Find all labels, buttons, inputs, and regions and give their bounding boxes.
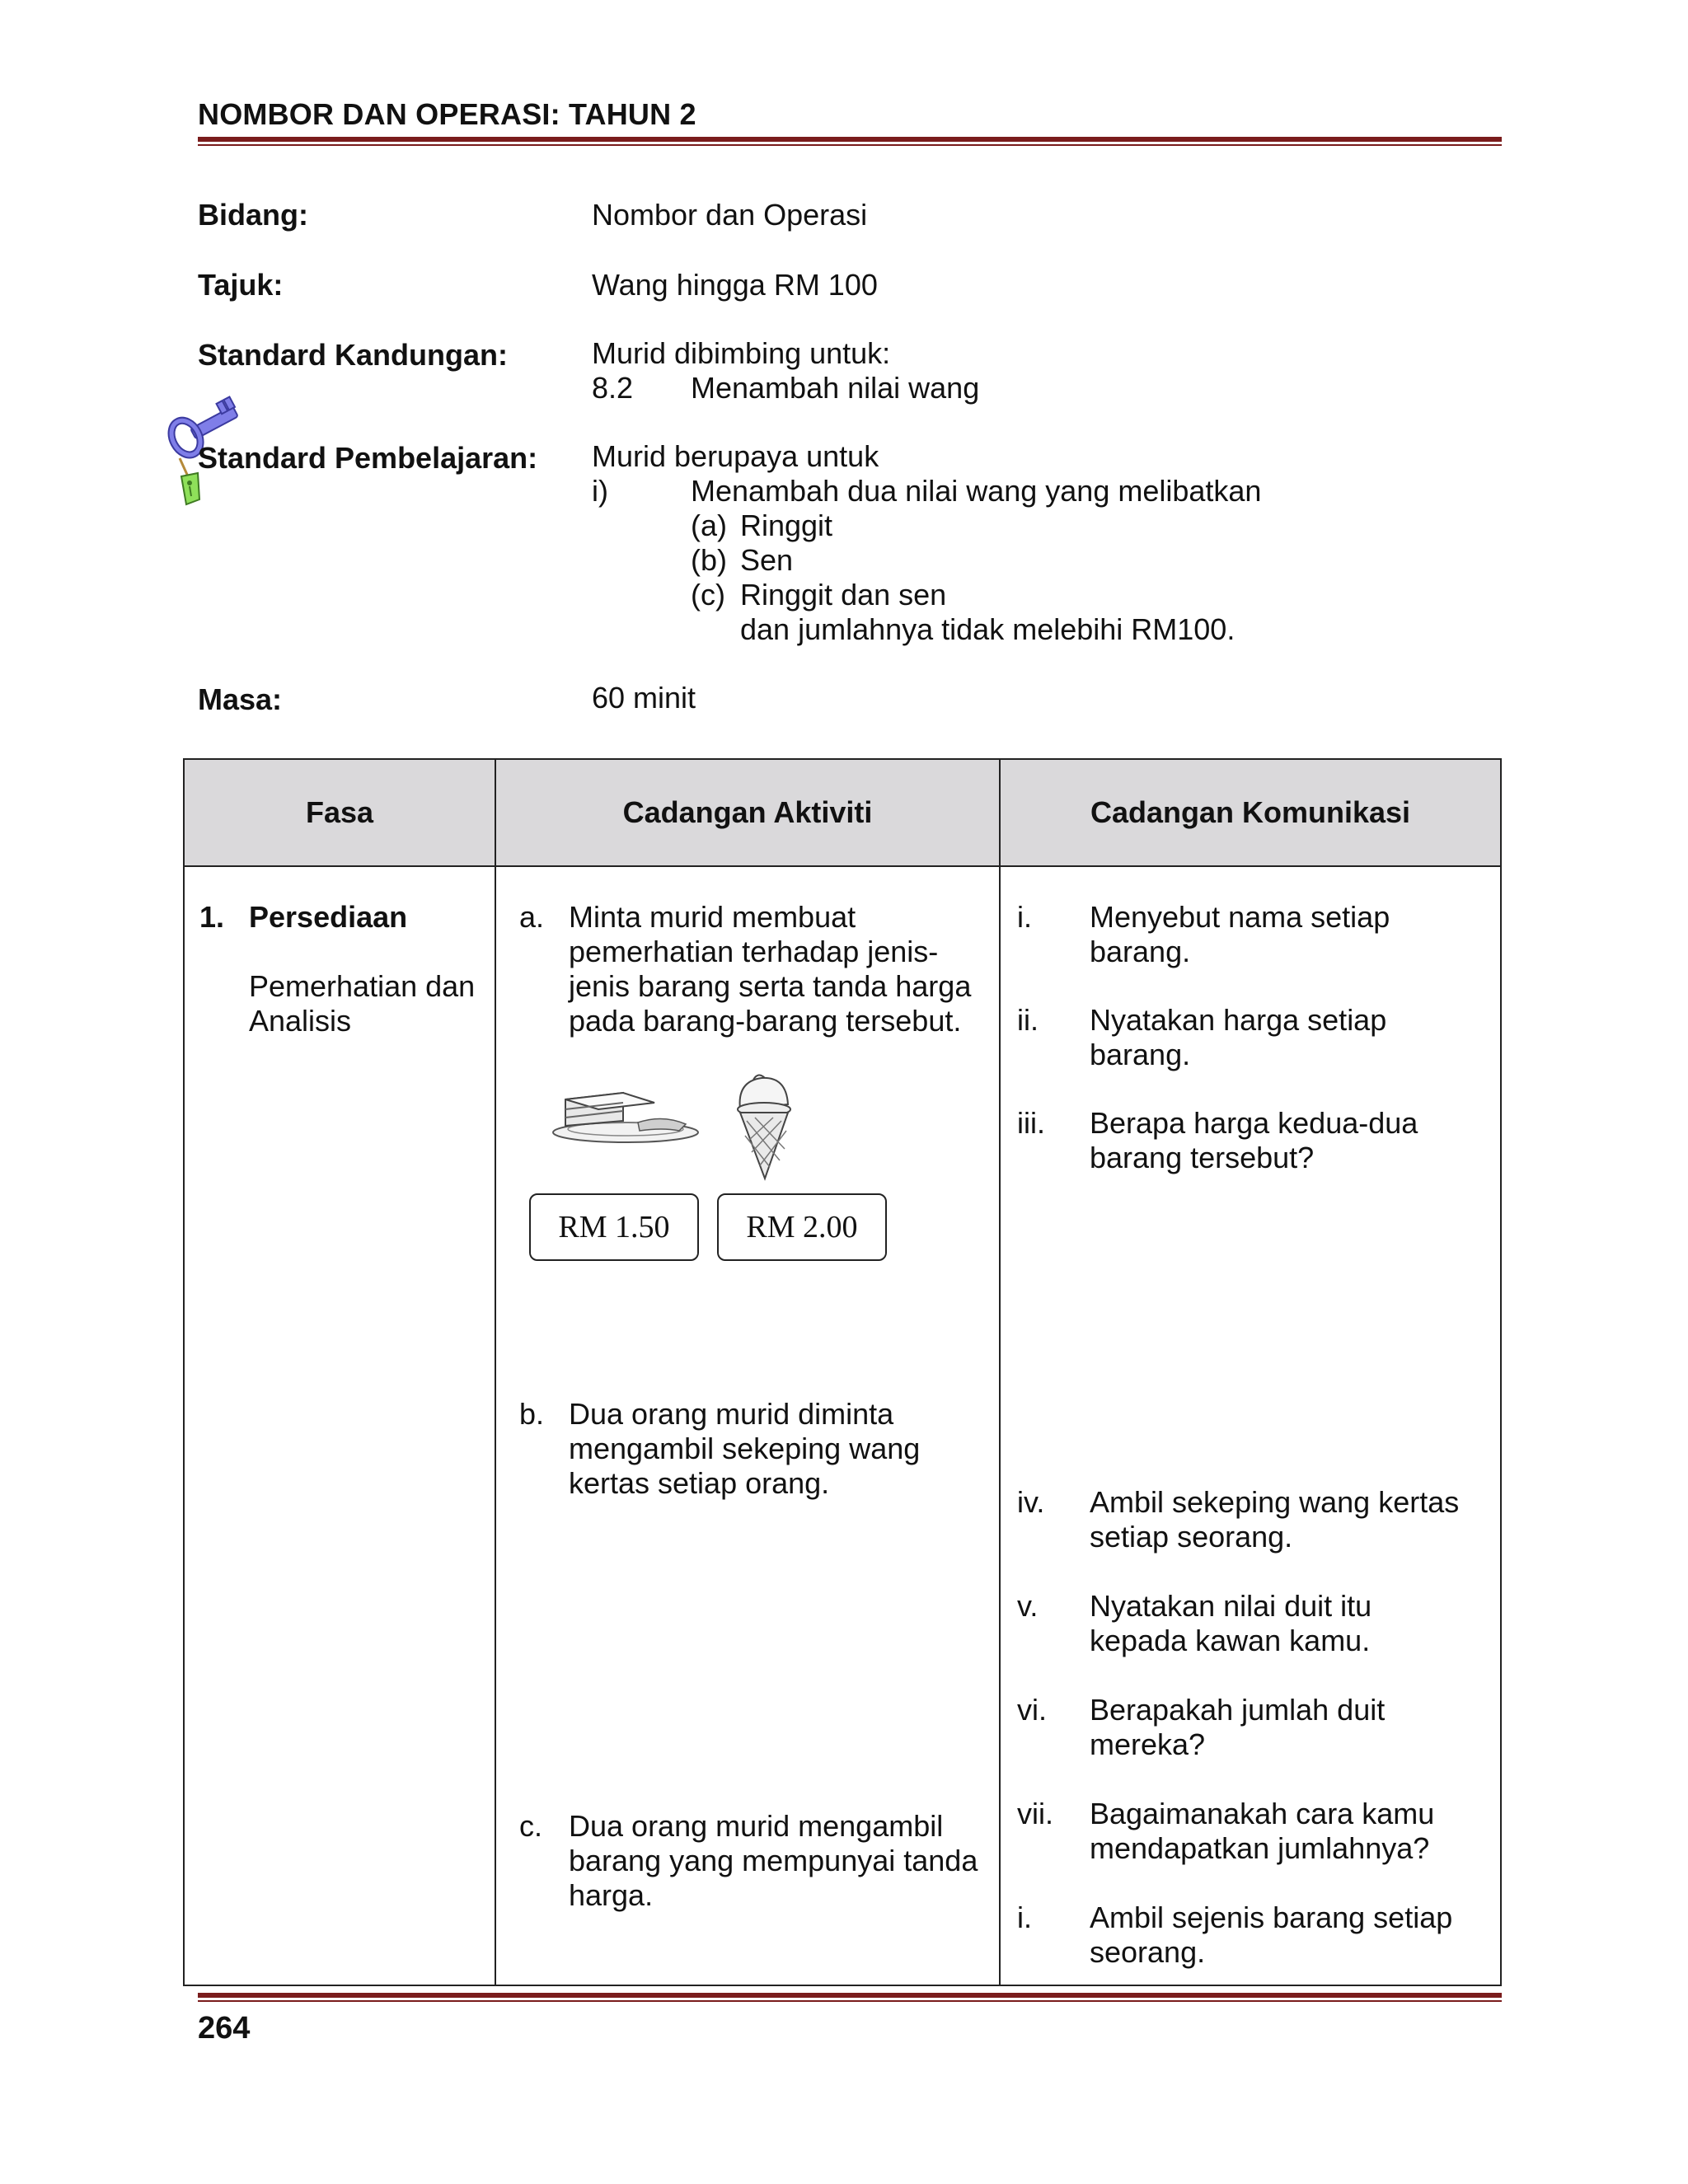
item-line: Menyebut nama setiap — [1090, 900, 1390, 934]
item-marker: v. — [1017, 1589, 1039, 1623]
item-line: kepada kawan kamu. — [1090, 1624, 1371, 1657]
item-line: Nyatakan nilai duit itu — [1090, 1589, 1372, 1623]
item-marker: a. — [519, 900, 545, 934]
lesson-table — [183, 758, 1502, 1986]
sub-item-text: Sen — [740, 543, 794, 577]
item-marker: iii. — [1017, 1106, 1045, 1140]
fasa-title: Persediaan — [249, 900, 408, 934]
item-line: barang yang mempunyai tanda — [569, 1844, 978, 1877]
fasa-subtitle-line: Pemerhatian dan — [249, 969, 476, 1003]
item-line: Ambil sejenis barang setiap — [1090, 1900, 1453, 1934]
item-line: mendapatkan jumlahnya? — [1090, 1831, 1430, 1865]
masa-value: 60 minit — [592, 681, 696, 715]
item-line: pemerhatian terhadap jenis- — [569, 935, 939, 968]
standard-kandungan-label: Standard Kandungan: — [198, 338, 508, 372]
masa-label: Masa: — [198, 682, 283, 716]
sub-item-text: Ringgit — [740, 509, 833, 542]
sub-item-num: (b) — [691, 543, 727, 577]
item-marker: vi. — [1017, 1693, 1047, 1727]
sub-item-num: (c) — [691, 578, 725, 612]
fasa-number: 1. — [199, 900, 225, 934]
tajuk-label: Tajuk: — [198, 268, 284, 302]
item-line: Nyatakan harga setiap — [1090, 1003, 1387, 1037]
item-line: Bagaimanakah cara kamu — [1090, 1797, 1435, 1830]
item-line: Ambil sekeping wang kertas — [1090, 1485, 1460, 1519]
standard-pembelajaran-intro: Murid berupaya untuk — [592, 439, 879, 473]
column-divider — [495, 760, 496, 1985]
header-rule — [198, 137, 1502, 142]
standard-kandungan-intro: Murid dibimbing untuk: — [592, 336, 891, 370]
item-marker: b. — [519, 1397, 545, 1431]
item-line: barang. — [1090, 1038, 1191, 1071]
item-line: harga. — [569, 1878, 654, 1912]
item-line: barang tersebut? — [1090, 1141, 1315, 1174]
standard-pembelajaran-item-num: i) — [592, 474, 608, 508]
standard-kandungan-text: Menambah nilai wang — [691, 371, 980, 405]
item-line: setiap seorang. — [1090, 1520, 1293, 1554]
item-line: Berapa harga kedua-dua — [1090, 1106, 1418, 1140]
table-header-row — [185, 760, 1500, 867]
page-number: 264 — [198, 2011, 251, 2046]
header-fasa: Fasa — [305, 795, 374, 829]
standard-pembelajaran-item-text: Menambah dua nilai wang yang melibatkan — [691, 474, 1262, 508]
standard-pembelajaran-label: Standard Pembelajaran: — [198, 441, 538, 475]
column-divider — [999, 760, 1001, 1985]
item-line: barang. — [1090, 935, 1191, 968]
header-cadangan-aktiviti: Cadangan Aktiviti — [622, 795, 873, 829]
price-tag: RM 2.00 — [717, 1193, 887, 1261]
sub-item-num: (a) — [691, 509, 727, 542]
item-line: jenis barang serta tanda harga — [569, 969, 972, 1003]
bidang-label: Bidang: — [198, 198, 308, 232]
fasa-subtitle-line: Analisis — [249, 1004, 352, 1038]
item-marker: i. — [1017, 900, 1032, 934]
sub-item-text: Ringgit dan sen — [740, 578, 947, 612]
bidang-value: Nombor dan Operasi — [592, 198, 868, 232]
item-marker: i. — [1017, 1900, 1032, 1934]
item-marker: iv. — [1017, 1485, 1045, 1519]
item-line: Dua orang murid diminta — [569, 1397, 894, 1431]
price-tag: RM 1.50 — [529, 1193, 699, 1261]
cake-slice-icon — [547, 1081, 704, 1147]
item-line: pada barang-barang tersebut. — [569, 1004, 962, 1038]
ice-cream-icon — [729, 1070, 803, 1185]
item-line: mereka? — [1090, 1727, 1206, 1761]
header-cadangan-komunikasi: Cadangan Komunikasi — [1090, 795, 1411, 829]
item-marker: ii. — [1017, 1003, 1039, 1037]
item-marker: vii. — [1017, 1797, 1053, 1830]
item-line: mengambil sekeping wang — [569, 1432, 921, 1465]
item-line: seorang. — [1090, 1935, 1206, 1969]
item-line: Minta murid membuat — [569, 900, 856, 934]
item-marker: c. — [519, 1809, 543, 1843]
standard-pembelajaran-closing: dan jumlahnya tidak melebihi RM100. — [740, 612, 1236, 646]
item-line: kertas setiap orang. — [569, 1466, 830, 1500]
footer-rule — [198, 1993, 1502, 1998]
footer-rule-thin — [198, 2000, 1502, 2002]
item-line: Dua orang murid mengambil — [569, 1809, 944, 1843]
page-header-title: NOMBOR DAN OPERASI: TAHUN 2 — [198, 97, 696, 131]
tajuk-value: Wang hingga RM 100 — [592, 268, 878, 302]
header-rule-thin — [198, 144, 1502, 146]
item-line: Berapakah jumlah duit — [1090, 1693, 1386, 1727]
standard-kandungan-code: 8.2 — [592, 371, 634, 405]
